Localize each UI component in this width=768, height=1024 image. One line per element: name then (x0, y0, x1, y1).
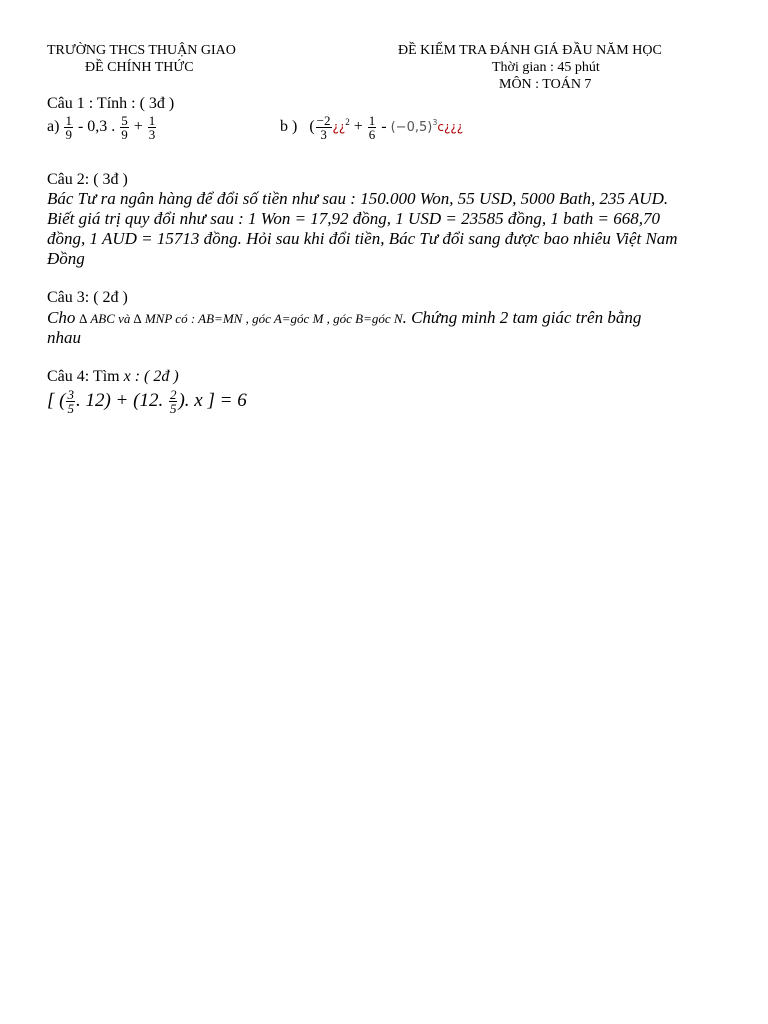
q1b-label: b ) (280, 118, 298, 136)
q1a-f1-numerator: 1 (65, 113, 72, 128)
q4-fraction-1 (66, 388, 75, 415)
q3-rest: . Chứng minh 2 tam giác trên bằng (402, 308, 642, 327)
official-label: ĐỀ CHÍNH THỨC (85, 60, 194, 75)
q1b-f2-numerator: 1 (368, 113, 376, 128)
q3-line-1 (47, 308, 641, 328)
q1b-exponent: 2 (345, 116, 350, 127)
q1a-f2-numerator: 5 (121, 113, 128, 128)
q1a-label: a) (47, 118, 60, 136)
q1b-f1-denominator: 3 (320, 127, 327, 142)
q1a-f2-denominator: 9 (121, 127, 128, 142)
q1-part-b (280, 114, 463, 141)
q3-line-2: nhau (47, 328, 81, 347)
q1b-fraction-2 (368, 114, 377, 141)
q1a-f3-denominator: 3 (148, 127, 156, 142)
q1b-glitch-2: c¿¿¿ (437, 120, 464, 135)
q1b-f2-denominator: 6 (368, 127, 376, 142)
q4-eq-mid: . 12) + (12. (75, 389, 164, 411)
q4-equation (47, 388, 247, 415)
q4-title-italic: x : ( 2đ ) (123, 368, 179, 385)
q1b-f1-numerator: −2 (316, 113, 331, 128)
q1b-open-paren: ( (309, 118, 315, 136)
q1b-fraction-1 (316, 114, 332, 141)
q2-line-4: Đồng (47, 249, 85, 268)
school-name: TRƯỜNG THCS THUẬN GIAO (47, 43, 236, 58)
q1a-fraction-1 (64, 114, 73, 141)
q4-f1-denominator: 5 (67, 401, 74, 416)
q2-line-1: Bác Tư ra ngân hàng để đổi số tiền như sau : 150.000 Won, 55 USD, 5000 Bath, 235 AUD. (47, 189, 669, 208)
q2-line-2: Biết giá trị quy đổi như sau : 1 Won = 17,92 đồng, 1 USD = 23585 đồng, 1 bath = 668,70 (47, 209, 661, 228)
q4-f2-numerator: 2 (169, 387, 177, 402)
q1a-plus: + (133, 118, 143, 136)
q2-title: Câu 2: ( 3đ ) (47, 171, 128, 188)
q1b-minus: - (381, 118, 387, 136)
q1a-fraction-3 (148, 114, 157, 141)
q1b-exponent-2: 3 (432, 117, 438, 127)
q4-f2-denominator: 5 (169, 401, 177, 416)
q1b-plus: + (353, 118, 363, 136)
q1a-mid: - 0,3 . (77, 118, 116, 136)
q4-eq-end: ). x ] = 6 (178, 389, 247, 411)
q4-f1-numerator: 3 (67, 387, 74, 402)
q4-eq-start: [ ( (47, 389, 66, 411)
q1a-fraction-2 (120, 114, 129, 141)
q1b-term: (−0,5) (390, 120, 433, 136)
q1a-f3-numerator: 1 (148, 113, 156, 128)
exam-title: ĐỀ KIỂM TRA ĐÁNH GIÁ ĐẦU NĂM HỌC (398, 43, 662, 58)
q1b-glitch-1: ¿¿ (332, 120, 346, 135)
q3-title: Câu 3: ( 2đ ) (47, 289, 128, 306)
q1a-f1-denominator: 9 (65, 127, 72, 142)
q4-title (47, 368, 179, 386)
exam-time: Thời gian : 45 phút (492, 60, 600, 75)
q4-fraction-2 (169, 388, 178, 415)
q3-condition: ∆ ABC và ∆ MNP có : AB=MN , góc A=góc M , góc B=góc N (79, 311, 403, 326)
q1-title: Câu 1 : Tính : ( 3đ ) (47, 95, 175, 112)
exam-subject: MÔN : TOÁN 7 (499, 77, 592, 92)
q1-part-a (47, 114, 157, 141)
q2-line-3: đồng, 1 AUD = 15713 đồng. Hỏi sau khi đổi tiền, Bác Tư đổi sang được bao nhiêu Việt Nam (47, 229, 678, 248)
q4-title-plain: Câu 4: Tìm (47, 368, 120, 385)
q3-cho: Cho (47, 308, 76, 327)
